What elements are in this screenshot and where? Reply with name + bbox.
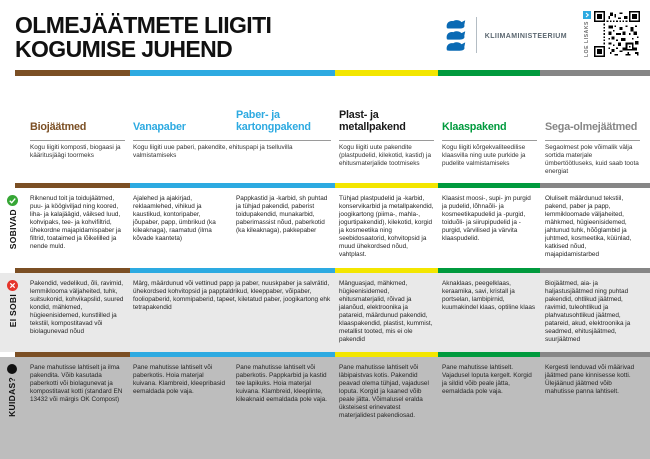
- kuidas-biojaatmed: Pane mahutisse lahtiselt ja ilma pakendita. Võib kasutada paberkotti või biolagunevat ja kompostitavat kotti (standard EN 13432 või märgis OK Compost): [30, 364, 123, 403]
- row-label-sobivad: [7, 195, 18, 249]
- check-circle-icon: [7, 195, 18, 206]
- kuidas-plastpakend: Pane mahutisse lahtiselt või läbipaistvas kotis. Pakendid peavad olema tühjad, vajadusel loputa. Korgid ja kaaned võib peale jätta. Võimalusel eralda üksteisest erinevatest materjalidest pakendiosad.: [339, 364, 429, 419]
- sobivad-vanapaber: Ajalehed ja ajakirjad, reklaamlehed, vihikud ja kaustikud, kontoripaber, jõupaber, papp, ümbrikud (ka kileaknaga), raamatud (ilma kõvade kaanteta): [133, 195, 216, 242]
- row-label-text: SOBIVAD: [7, 209, 18, 250]
- column-desc-segaolme: Segaolmest pole võimalik välja sortida materjale ümbertöötluseks, kuid saab toota energiat: [545, 140, 640, 176]
- eisobi-paber: Märg, määrdunud või vettinud papp ja paber, nuuskpaber ja salvrätid, ühekordsed kohvitopsid ja papptaldrikud, kleeppaber, võipaber, fooliopaberid, kommipaberid, tapeet, kiletatud paber, joogikartong ehk tetrapakendid: [133, 280, 331, 311]
- page-header: [0, 0, 650, 70]
- page-title-line2: KOGUMISE JUHEND: [15, 36, 233, 63]
- sobivad-paberpakend: Pappkastid ja -karbid, sh puhtad ja tühjad pakendid, paberist toidupakendid, munakarbid, paberimassist nõud, paberkotid (ka kileaknaga), pakkepaber: [236, 195, 328, 234]
- page-title-line1: OLMEJÄÄTMETE LIIGITI: [15, 12, 272, 38]
- kuidas-vanapaber: Pane mahutisse lahtiselt või paberkotis. Hoia materjal kuivana. Klambreid, kleepribasid eemaldada pole vaja.: [133, 364, 226, 395]
- column-title-biojaatmed: Biojäätmed: [30, 120, 87, 133]
- column-title-paberpakend: Paber- ja kartongpakend: [236, 109, 311, 133]
- column-title-vanapaber: Vanapaber: [133, 120, 186, 133]
- eisobi-biojaatmed: Pakendid, vedelikud, õli, ravimid, lemmiklooma väljaheited, tuhk, suitsukonid, kohvikapslid, suured kondid, mähkmed, hügieenisidemed, kunstlilled ja tekstiil, kompostitavad või biolagunevad nõud: [30, 280, 124, 335]
- qr-block: [583, 11, 640, 57]
- sobivad-segaolme: Oluliselt määrdunud tekstiil, pakend, paber ja papp, lemmikloomade väljaheited, mähkmed, hügieenisidemed, jahtunud tuhk, hõõglambid ja juhtmed, kosmeetika, küünlad, katkised nõud, majapidamistarbed: [545, 195, 632, 258]
- column-desc-paber: Kogu liigiti uue paberi, pakendite, ehituspapi ja tselluvilla valmistamiseks: [133, 140, 331, 176]
- logo-divider: [476, 17, 477, 53]
- row-label-ei-sobi: [7, 280, 18, 327]
- column-title-klaaspakend: Klaaspakend: [442, 120, 507, 133]
- column-header-band: [0, 76, 650, 183]
- column-desc-biojaatmed: Kogu liigiti komposti, biogaasi ja kääritusjäägi toormeks: [30, 140, 125, 176]
- estonian-lions-icon: [444, 18, 468, 52]
- cross-circle-icon: [7, 280, 18, 291]
- sobivad-biojaatmed: Riknenud toit ja toidujäätmed, puu- ja köögiviljad ning koored, liha- ja kalajäägid, väiksed luud, kohvipaks, tee- ja kohvifiltrid, ühekordne majapidamispaber ja filtrid, toataimed ja lõikelilled ja nende muld.: [30, 195, 121, 250]
- qr-label: LOE LISAKS: [584, 21, 590, 58]
- kuidas-paberpakend: Pane mahutisse lahtiselt või paberkotis. Pappkarbid ja kastid tee lapikuks. Hoia materjal kuivana. Klambreid, kleeplinte, kileaknaid eemaldada pole vaja.: [236, 364, 327, 403]
- eisobi-segaolme: Biojäätmed, aia- ja haljastusjäätmed ning puhtad pakendid, ohtlikud jäätmed, ravimid, tuleohtlikud ja plahvatusohtlikud jäätmed, patareid, akud, elektroonika ja seadmed, ehitusjäätmed, suurjäätmed: [545, 280, 631, 343]
- kuidas-klaaspakend: Pane mahutisse lahtiselt. Vajadusel loputa kergelt. Korgid ja sildid võib peale jätta, eemaldada pole vaja.: [442, 364, 532, 395]
- kuidas-segaolme: Kergesti lenduvad või määrivad jäätmed pane kinnisesse kotti. Ülejäänud jäätmed võib mahutisse panna lahtiselt.: [545, 364, 635, 395]
- black-circle-icon: [7, 364, 17, 374]
- row-label-text: KUIDAS?: [7, 377, 17, 417]
- sobivad-klaaspakend: Klaasist moosi-, supi- jm purgid ja pudelid, lõhnaõli- ja kosmeetikapudelid ja -purgid, toiduõli- ja siirupipudelid ja -purgid, värvilised ja värvita klaaspudelid.: [442, 195, 531, 242]
- column-title-segaolme: Sega-olmejäätmed: [545, 120, 638, 133]
- column-desc-plastpakend: Kogu liigiti uute pakendite (plastpudelid, kilekotid, kastid) ja ehitusmaterjalide tootmiseks: [339, 140, 434, 176]
- ministry-logo: [444, 17, 567, 53]
- column-title-plastpakend: Plast- ja metallpakend: [339, 109, 406, 133]
- sobivad-plastpakend: Tühjad plastpudelid ja -karbid, konservikarbid ja metallpakendid, joogikartong (piima-, mahla-, jogurtipakendid), kilekotid, korgid ja kosmeetika ning seebidosaatorid, kohvitopsid ja muud ühekordsed nõud, vahtplast.: [339, 195, 434, 258]
- page-title: [15, 13, 271, 61]
- row-label-text: EI SOBI: [7, 294, 18, 328]
- row-sobivad: [0, 188, 650, 268]
- ministry-name: kliimaministeerium: [484, 29, 567, 41]
- row-ei-sobi: [0, 273, 650, 352]
- qr-code: [594, 11, 640, 57]
- row-label-kuidas: [7, 364, 17, 417]
- column-desc-klaaspakend: Kogu liigiti kõrgekvaliteedilise klaasvilla ning uute purkide ja pudelite valmistamiseks: [442, 140, 537, 176]
- eisobi-klaaspakend: Aknaklaas, peegelklaas, keraamika, savi, kristall ja portselan, lambipirnid, kuumakindel klaas, optiline klaas: [442, 280, 536, 311]
- row-kuidas: [0, 357, 650, 459]
- chevron-right-icon: [583, 11, 591, 19]
- eisobi-plastpakend: Mänguasjad, mähkmed, hügieenisidemed, ehitusmaterjalid, rõivad ja jalanõud, elektroonika ja patareid, määrdunud pakendid, klaaspakendid, plastist, kummist, metallist tooted, mis ei ole pakendid: [339, 280, 433, 343]
